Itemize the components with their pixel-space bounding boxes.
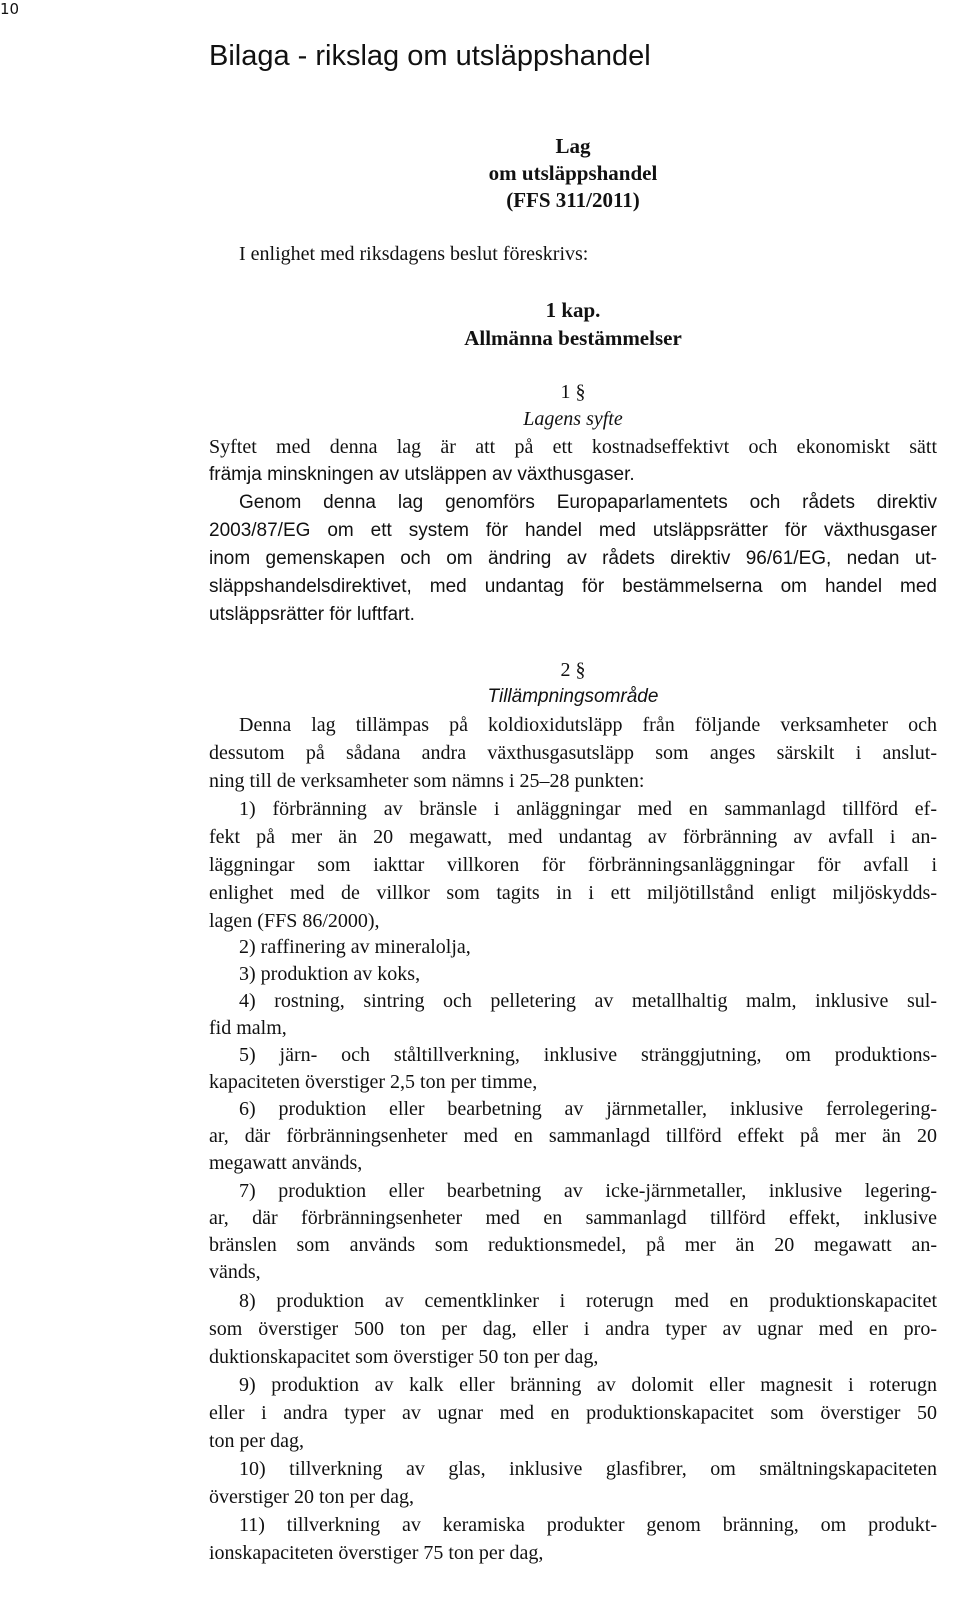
section-2-line: enlighet med de villkor som tagits in i ett miljötillstånd enligt miljöskydds- xyxy=(209,882,937,904)
section-2-line: 4) rostning, sintring och pelletering av metallhaltig malm, inklusive sul- xyxy=(239,990,937,1012)
section-2-line: dessutom på sådana andra växthusgasutsläpp som anges särskilt i anslut- xyxy=(209,742,937,764)
enactment-clause: I enlighet med riksdagens beslut föreskrivs: xyxy=(239,243,589,265)
section-2-line: ar, där förbränningsenheter med en sammanlagd tillförd effekt, inklusive xyxy=(209,1207,937,1229)
section-1-line: främja minskningen av utsläppen av växthusgaser. xyxy=(209,464,635,485)
section-2-line: överstiger 20 ton per dag, xyxy=(209,1486,414,1508)
section-2-line: 9) produktion av kalk eller bränning av dolomit eller magnesit i roterugn xyxy=(239,1374,937,1396)
section-2-line: ar, där förbränningsenheter med en sammanlagd tillförd effekt på mer än 20 xyxy=(209,1125,937,1147)
section-2-line: vänds, xyxy=(209,1261,261,1283)
section-2-line: 7) produktion eller bearbetning av icke-järnmetaller, inklusive legering- xyxy=(239,1180,937,1202)
law-header-line3: (FFS 311/2011) xyxy=(506,188,640,212)
section-2-line: som överstiger 500 ton per dag, eller i andra typer av ugnar med en pro- xyxy=(209,1318,937,1340)
section-1-line: inom gemenskapen och om ändring av rådets direktiv 96/61/EG, nedan ut- xyxy=(209,548,937,569)
section-2-line: läggningar som iakttar villkoren för förbränningsanläggningar för avfall i xyxy=(209,854,937,876)
section-2-line: 5) järn- och ståltillverkning, inklusive stränggjutning, om produktions- xyxy=(239,1044,937,1066)
section-1-line: utsläppsrätter för luftfart. xyxy=(209,604,415,625)
section-2-line: megawatt används, xyxy=(209,1152,363,1174)
section-2-line: ionskapaciteten överstiger 75 ton per dag, xyxy=(209,1542,544,1564)
section-2-line: duktionskapacitet som överstiger 50 ton per dag, xyxy=(209,1346,599,1368)
chapter-title: Allmänna bestämmelser xyxy=(464,326,682,350)
section-1-line: Genom denna lag genomförs Europaparlamentets och rådets direktiv xyxy=(239,492,937,513)
section-2-line: 1) förbränning av bränsle i anläggningar med en sammanlagd tillförd ef- xyxy=(239,798,937,820)
section-2-title: Tillämpningsområde xyxy=(487,686,659,707)
section-1-number: 1 § xyxy=(560,381,586,403)
section-2-line: kapaciteten överstiger 2,5 ton per timme, xyxy=(209,1071,538,1093)
section-1-line: släppshandelsdirektivet, med undantag för bestämmelserna om handel med xyxy=(209,576,937,597)
page-number: 10 xyxy=(0,0,20,18)
section-2-line: 3) produktion av koks, xyxy=(239,963,421,985)
section-2-line: fid malm, xyxy=(209,1017,287,1039)
law-header-line2: om utsläppshandel xyxy=(488,161,658,185)
section-1-line: 2003/87/EG om ett system för handel med utsläppsrätter för växthusgaser xyxy=(209,520,937,541)
section-2-line: ton per dag, xyxy=(209,1430,304,1452)
section-2-number: 2 § xyxy=(560,659,586,681)
section-2-line: ning till de verksamheter som nämns i 25–28 punkten: xyxy=(209,770,645,792)
appendix-title: Bilaga - rikslag om utsläppshandel xyxy=(209,40,651,72)
section-2-line: 8) produktion av cementklinker i roterugn med en produktionskapacitet xyxy=(239,1290,937,1312)
section-2-line: 11) tillverkning av keramiska produkter genom bränning, om produkt- xyxy=(239,1514,937,1536)
section-2-line: 10) tillverkning av glas, inklusive glasfibrer, om smältningskapaciteten xyxy=(239,1458,937,1480)
section-2-line: fekt på mer än 20 megawatt, med undantag av förbränning av avfall i an- xyxy=(209,826,937,848)
chapter-number: 1 kap. xyxy=(545,298,601,322)
section-1-line: Syftet med denna lag är att på ett kostnadseffektivt och ekonomiskt sätt xyxy=(209,436,937,458)
section-1-title: Lagens syfte xyxy=(523,408,623,430)
section-2-line: 6) produktion eller bearbetning av järnmetaller, inklusive ferrolegering- xyxy=(239,1098,937,1120)
law-header-line1: Lag xyxy=(555,134,591,158)
section-2-line: Denna lag tillämpas på koldioxidutsläpp från följande verksamheter och xyxy=(239,714,937,736)
section-2-line: lagen (FFS 86/2000), xyxy=(209,910,380,932)
section-2-line: eller i andra typer av ugnar med en produktionskapacitet som överstiger 50 xyxy=(209,1402,937,1424)
section-2-line: bränslen som används som reduktionsmedel, på mer än 20 megawatt an- xyxy=(209,1234,937,1256)
section-2-line: 2) raffinering av mineralolja, xyxy=(239,936,471,958)
